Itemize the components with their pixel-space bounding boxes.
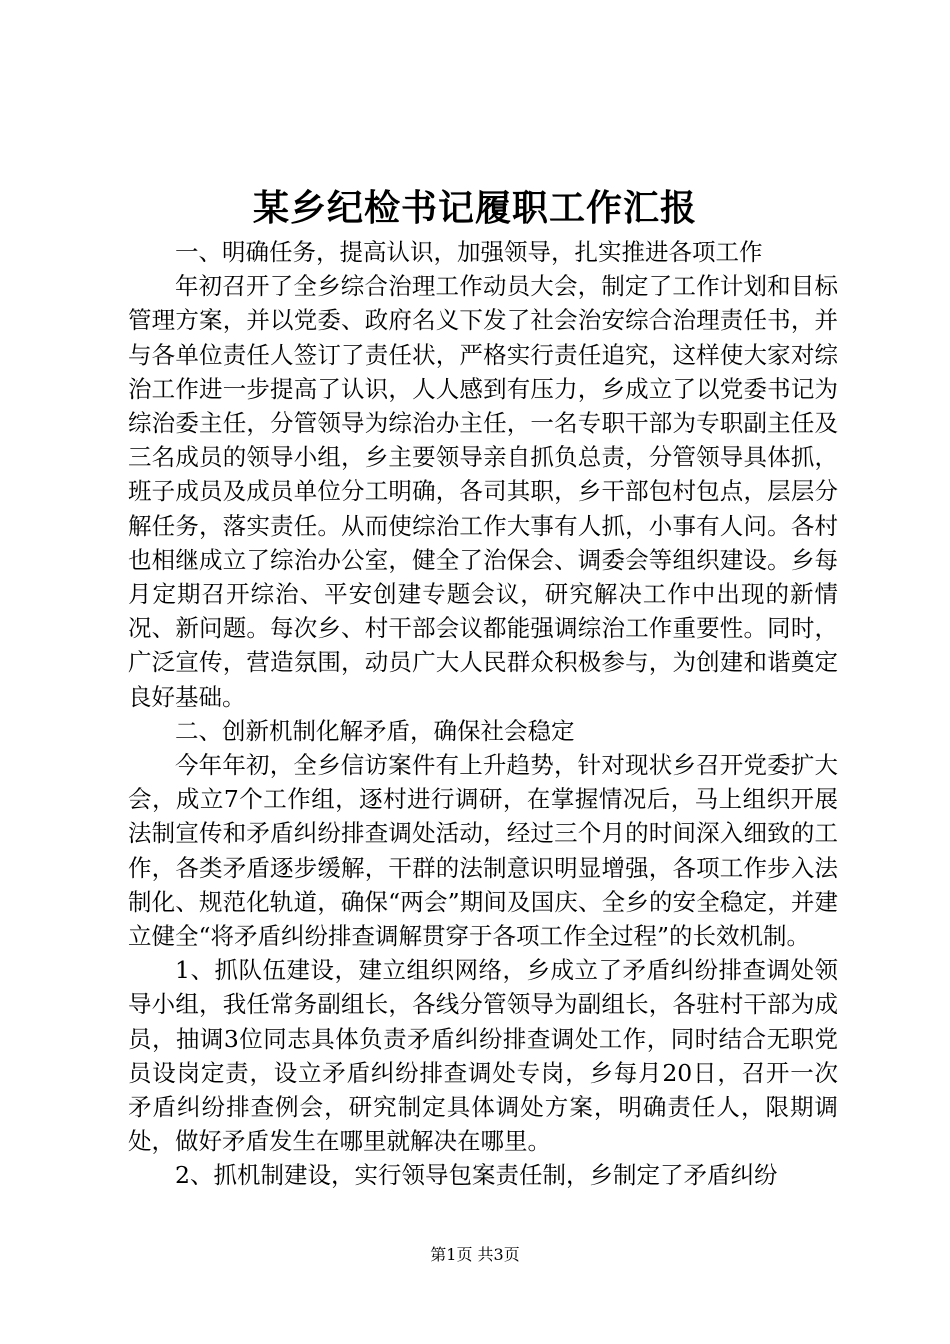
section-heading: 一、明确任务，提高认识，加强领导，扎实推进各项工作 (175, 238, 763, 266)
document-title: 某乡纪检书记履职工作汇报 (252, 187, 697, 229)
body-paragraph: 2、抓机制建设，实行领导包案责任制，乡制定了矛盾纠纷 (175, 1161, 778, 1190)
section-heading: 二、创新机制化解矛盾，确保社会稳定 (175, 716, 575, 745)
document-body (128, 235, 838, 1193)
page-number-footer: 第1页 共3页 (430, 1245, 520, 1264)
body-paragraph: 年初召开了全乡综合治理工作动员大会，制定了工作计划和目标管理方案，并以党委、政府名义下发了社会治安综合治理责任书，并与各单位责任人签订了责任状，严格实行责任追究，这样使大家对综治工作进一步提高了认识，人人感到有压力，乡成立了以党委书记为综治委主任，分管领导为综治办主任，一名专职干部为专职副主任及三名成员的领导小组，乡主要领导亲自抓负总责，分管领导具体抓，班子成员及成员单位分工明确，各司其职，乡干部包村包点，层层分解任务，落实责任。从而使综治工作大事有人抓，小事有人问。各村也相继成立了综治办公室，健全了治保会、调委会等组织建设。乡每月定期召开综治、平安创建专题会议，研究解决工作中出现的新情况、新问题。每次乡、村干部会议都能强调综治工作重要性。同时，广泛宣传，营造氛围，动员广大人民群众积极参与，为创建和谐奠定良好基础。 (128, 272, 838, 711)
body-paragraph: 1、抓队伍建设，建立组织网络，乡成立了矛盾纠纷排查调处领导小组，我任常务副组长，各线分管领导为副组长，各驻村干部为成员，抽调3位同志具体负责矛盾纠纷排查调处工作，同时结合无职党员设岗定责，设立矛盾纠纷排查调处专岗，乡每月20日，召开一次矛盾纠纷排查例会，研究制定具体调处方案，明确责任人，限期调处，做好矛盾发生在哪里就解决在哪里。 (128, 956, 838, 1156)
body-paragraph: 今年年初，全乡信访案件有上升趋势，针对现状乡召开党委扩大会，成立7个工作组，逐村进行调研，在掌握情况后，马上组织开展法制宣传和矛盾纠纷排查调处活动，经过三个月的时间深入细致的工作，各类矛盾逐步缓解，干群的法制意识明显增强，各项工作步入法制化、规范化轨道，确保“两会”期间及国庆、全乡的安全稳定，并建立健全“将矛盾纠纷排查调解贯穿于各项工作全过程”的长效机制。 (128, 751, 838, 951)
